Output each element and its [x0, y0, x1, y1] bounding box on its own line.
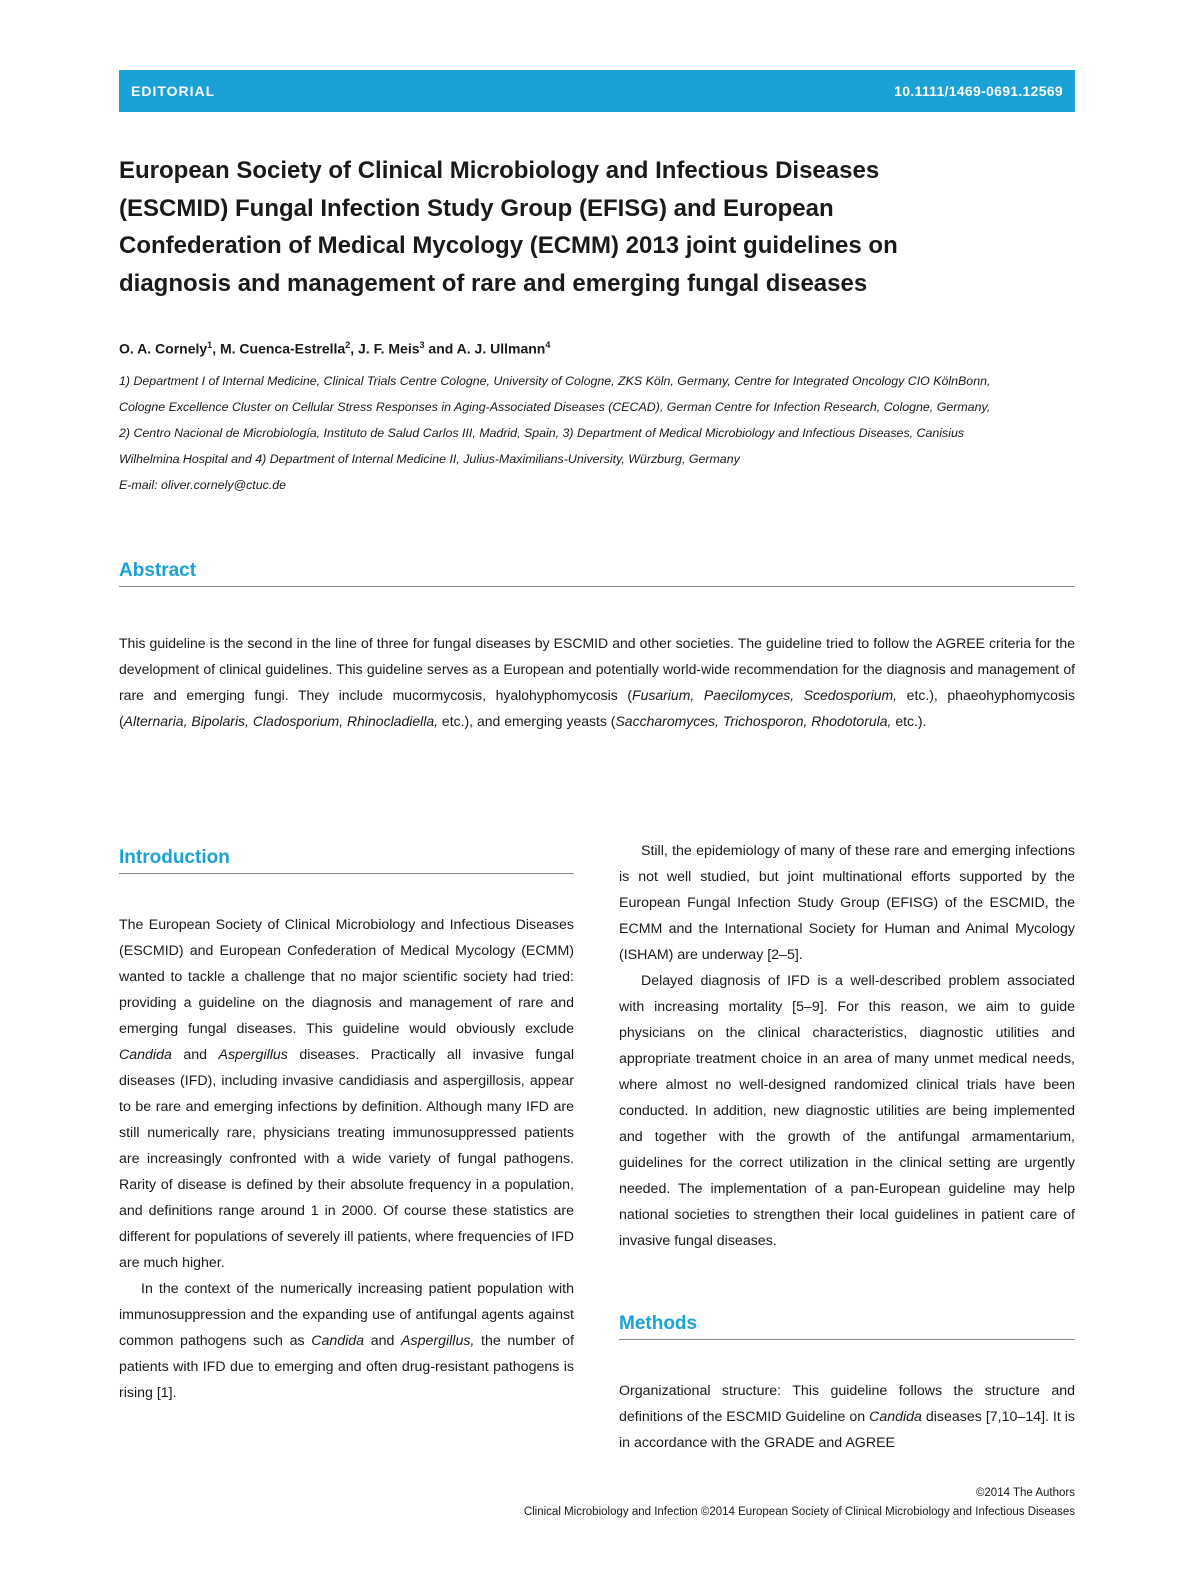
abstract-italic: Fusarium, Paecilomyces, Scedosporium,: [632, 687, 898, 703]
abstract-text: etc.).: [891, 713, 927, 729]
paragraph: [619, 1378, 1075, 1456]
title-line: Confederation of Medical Mycology (ECMM) 2013 joint guidelines on: [119, 232, 898, 259]
text-run: This guideline follows the structure and definitions of the ESCMID Guideline on: [619, 1383, 1075, 1425]
title-line: European Society of Clinical Microbiology and Infectious Diseases: [119, 157, 880, 184]
author-separator: and: [424, 340, 457, 357]
article-type: EDITORIAL: [131, 83, 216, 99]
copyright-line: ©2014 The Authors: [975, 1487, 1075, 1499]
affiliation-line: 1) Department I of Internal Medicine, Clinical Trials Centre Cologne, University of Cologne, ZKS Köln, Germany, Centre for Integrated Oncology CIO KölnBonn,: [119, 374, 991, 388]
author-superscript: 4: [545, 340, 551, 350]
affiliation-line: 2) Centro Nacional de Microbiología, Instituto de Salud Carlos III, Madrid, Spain, 3) Department of Medical Microbiology and Infectious Diseases, Canisius: [119, 426, 965, 440]
text-run: diseases [7,10–14]. It is in accordance with the GRADE and AGREE: [619, 1409, 1075, 1451]
text-run: the number of patients with IFD due to emerging and often drug-resistant pathogens is rising [1].: [119, 1333, 574, 1401]
text-run: In the context of the numerically increasing patient population with immunosuppression and the expanding use of antifungal agents against common pathogens such as: [119, 1281, 574, 1349]
methods-heading: Methods: [619, 1313, 1075, 1340]
page-footer: [524, 1484, 1075, 1522]
italic-run: Aspergillus,: [401, 1333, 475, 1349]
abstract-italic: Saccharomyces, Trichosporon, Rhodotorula,: [615, 713, 892, 729]
author-superscript: 2: [345, 340, 351, 350]
journal-line: Clinical Microbiology and Infection ©2014 European Society of Clinical Microbiology and Infectious Diseases: [523, 1506, 1075, 1518]
text-run: The European Society of Clinical Microbiology and Infectious Diseases (ESCMID) and European Confederation of Medical Mycology (ECMM) wanted to tackle a challenge that no major scientific society had tried: providing a guideline on the diagnosis and management of rare and emerging fungal diseases. This guideline would obviously exclude: [119, 917, 574, 1037]
paragraph: [119, 1276, 574, 1406]
text-run: and: [171, 1047, 219, 1063]
journal-banner: [119, 70, 1075, 112]
doi-link[interactable]: 10.1111/1469-0691.12569: [894, 83, 1063, 99]
methods-body: [619, 1378, 1075, 1456]
contact-email[interactable]: E-mail: oliver.cornely@ctuc.de: [119, 478, 287, 492]
paragraph: [119, 912, 574, 1276]
abstract-body: [119, 630, 1075, 734]
author-superscript: 3: [419, 340, 425, 350]
italic-run: Candida: [869, 1409, 922, 1425]
italic-run: Candida: [119, 1047, 172, 1063]
abstract-text: This guideline is the second in the line of three for fungal diseases by ESCMID and other societies. The guideline tried to follow the AGREE criteria for the development of clinical guidelines. This guideline serves as a European and potentially world-wide recommendation for the diagnosis and management of rare and emerging fungi. They include mucormycosis, hyalohyphomycosis (: [119, 635, 1075, 703]
author-superscript: 1: [207, 340, 213, 350]
abstract-heading: Abstract: [119, 560, 1075, 587]
italic-run: Aspergillus: [218, 1047, 288, 1063]
author-list: [119, 340, 1075, 357]
author-separator: ,: [212, 340, 220, 357]
author-name: M. Cuenca-Estrella: [219, 340, 346, 357]
affiliation-line: Wilhelmina Hospital and 4) Department of Internal Medicine II, Julius-Maximilians-University, Würzburg, Germany: [119, 452, 740, 466]
author-name: O. A. Cornely: [119, 340, 208, 357]
affiliations: [119, 368, 1079, 498]
italic-run: Candida: [311, 1333, 365, 1349]
author-name: A. J. Ullmann: [456, 340, 546, 357]
paragraph: Delayed diagnosis of IFD is a well-described problem associated with increasing mortality [5–9]. For this reason, we aim to guide physicians on the clinical characteristics, diagnostic utilities and appropriate treatment choice in an area of many unmet medical needs, where almost no well-designed randomized clinical trials have been conducted. In addition, new diagnostic utilities are being implemented and together with the growth of the antifungal armamentarium, guidelines for the correct utilization in the clinical setting are urgently needed. The implementation of a pan-European guideline may help national societies to strengthen their local guidelines in patient care of invasive fungal diseases.: [619, 973, 1075, 1249]
title-line: diagnosis and management of rare and emerging fungal diseases: [119, 269, 868, 297]
author-name: J. F. Meis: [358, 340, 420, 357]
abstract-text: etc.), and emerging yeasts (: [438, 713, 616, 729]
introduction-body: [119, 912, 574, 1406]
affiliation-line: Cologne Excellence Cluster on Cellular Stress Responses in Aging-Associated Diseases (CECAD), German Centre for Infection Research, Cologne, Germany,: [119, 400, 991, 414]
article-title: [119, 152, 1075, 302]
text-run: and: [364, 1333, 402, 1349]
abstract-italic: Alternaria, Bipolaris, Cladosporium, Rhinocladiella,: [123, 713, 439, 729]
paragraph: Still, the epidemiology of many of these rare and emerging infections is not well studied, but joint multinational efforts supported by the European Fungal Infection Study Group (EFISG) of the ESCMID, the ECMM and the International Society for Human and Animal Mycology (ISHAM) are underway [2–5].: [619, 843, 1075, 963]
title-line: (ESCMID) Fungal Infection Study Group (EFISG) and European: [119, 194, 834, 222]
text-run: diseases. Practically all invasive fungal diseases (IFD), including invasive candidiasis and aspergillosis, appear to be rare and emerging infections by definition. Although many IFD are still numerically rare, physicians treating immunosuppressed patients are increasingly confronted with a wide variety of fungal pathogens. Rarity of disease is defined by their absolute frequency in a population, and definitions range around 1 in 2000. Of course these statistics are different for populations of severely ill patients, where frequencies of IFD are much higher.: [119, 1047, 574, 1271]
right-column-body: [619, 838, 1075, 1254]
abstract-text: etc.), phaeohyphomycosis (: [119, 687, 1076, 729]
author-separator: ,: [350, 340, 359, 357]
introduction-heading: Introduction: [119, 847, 574, 874]
run-in-label: Organizational structure:: [619, 1383, 782, 1399]
